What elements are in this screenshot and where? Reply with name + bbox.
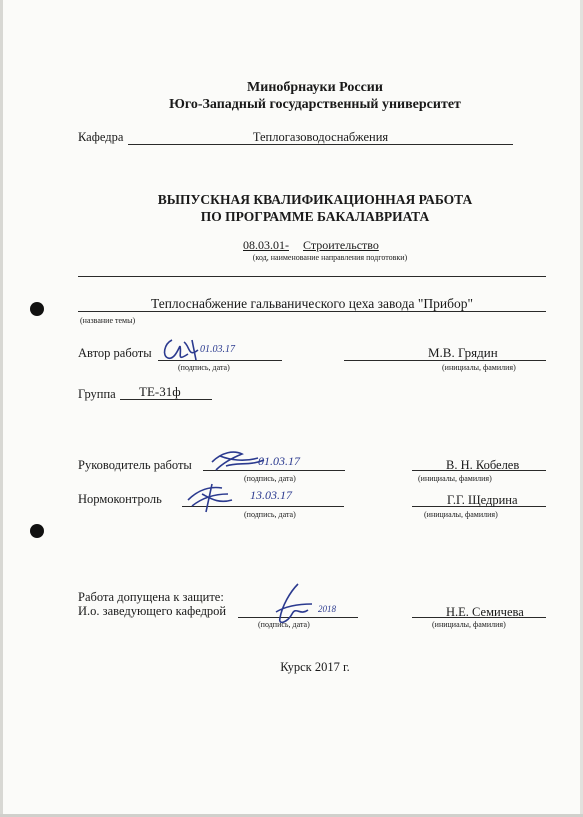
work-title-line1: ВЫПУСКНАЯ КВАЛИФИКАЦИОННАЯ РАБОТА xyxy=(157,192,473,207)
direction-caption: (код, наименование направления подготовки) xyxy=(252,253,408,262)
university-name: Юго-Западный государственный университет xyxy=(169,97,461,112)
place-year: Курск 2017 г. xyxy=(280,660,350,674)
normcontrol-signature xyxy=(182,480,242,516)
supervisor-sign-date: 01.03.17 xyxy=(258,454,300,468)
punch-hole-bottom xyxy=(30,524,44,538)
normcontrol-sign-date: 13.03.17 xyxy=(250,488,292,502)
author-sign-date: 01.03.17 xyxy=(200,344,235,355)
department-label: Кафедра xyxy=(78,130,124,144)
direction-name: Строительство xyxy=(303,238,379,252)
direction-code: 08.03.01- xyxy=(243,238,289,252)
work-title-line2: ПО ПРОГРАММЕ БАКАЛАВРИАТА xyxy=(200,209,430,224)
supervisor-name-caption: (инициалы, фамилия) xyxy=(418,474,492,483)
group-value: ТЕ-31ф xyxy=(139,384,181,399)
normcontrol-name: Г.Г. Щедрина xyxy=(447,493,518,507)
punch-hole-top xyxy=(30,302,44,316)
normcontrol-sign-caption: (подпись, дата) xyxy=(244,510,296,519)
supervisor-sign-caption: (подпись, дата) xyxy=(244,474,296,483)
admission-line1: Работа допущена к защите: xyxy=(78,590,224,604)
admission-sign-caption: (подпись, дата) xyxy=(258,620,310,629)
author-label: Автор работы xyxy=(78,346,152,360)
ministry-name: Минобрнауки России xyxy=(247,80,383,95)
topic-caption: (название темы) xyxy=(80,316,136,325)
topic-text: Теплоснабжение гальванического цеха завода "Прибор" xyxy=(150,296,473,311)
admission-name-caption: (инициалы, фамилия) xyxy=(432,620,506,629)
scan-edge-left xyxy=(0,0,3,817)
group-label: Группа xyxy=(78,387,116,401)
admission-sign-date: 2018 xyxy=(318,604,336,614)
admission-label: И.о. заведующего кафедрой xyxy=(78,604,227,618)
author-name: М.В. Грядин xyxy=(428,345,498,360)
department-value: Теплогазоводоснабжения xyxy=(252,130,389,144)
topic-underline xyxy=(78,311,546,312)
normcontrol-label: Нормоконтроль xyxy=(78,492,162,506)
author-signature xyxy=(158,336,206,366)
supervisor-name: В. Н. Кобелев xyxy=(446,458,520,472)
admission-name: Н.Е. Семичева xyxy=(446,605,524,619)
author-name-caption: (инициалы, фамилия) xyxy=(442,363,516,372)
supervisor-label: Руководитель работы xyxy=(78,458,192,472)
direction-long-line xyxy=(78,276,546,277)
normcontrol-name-caption: (инициалы, фамилия) xyxy=(424,510,498,519)
author-sign-caption: (подпись, дата) xyxy=(178,363,230,372)
